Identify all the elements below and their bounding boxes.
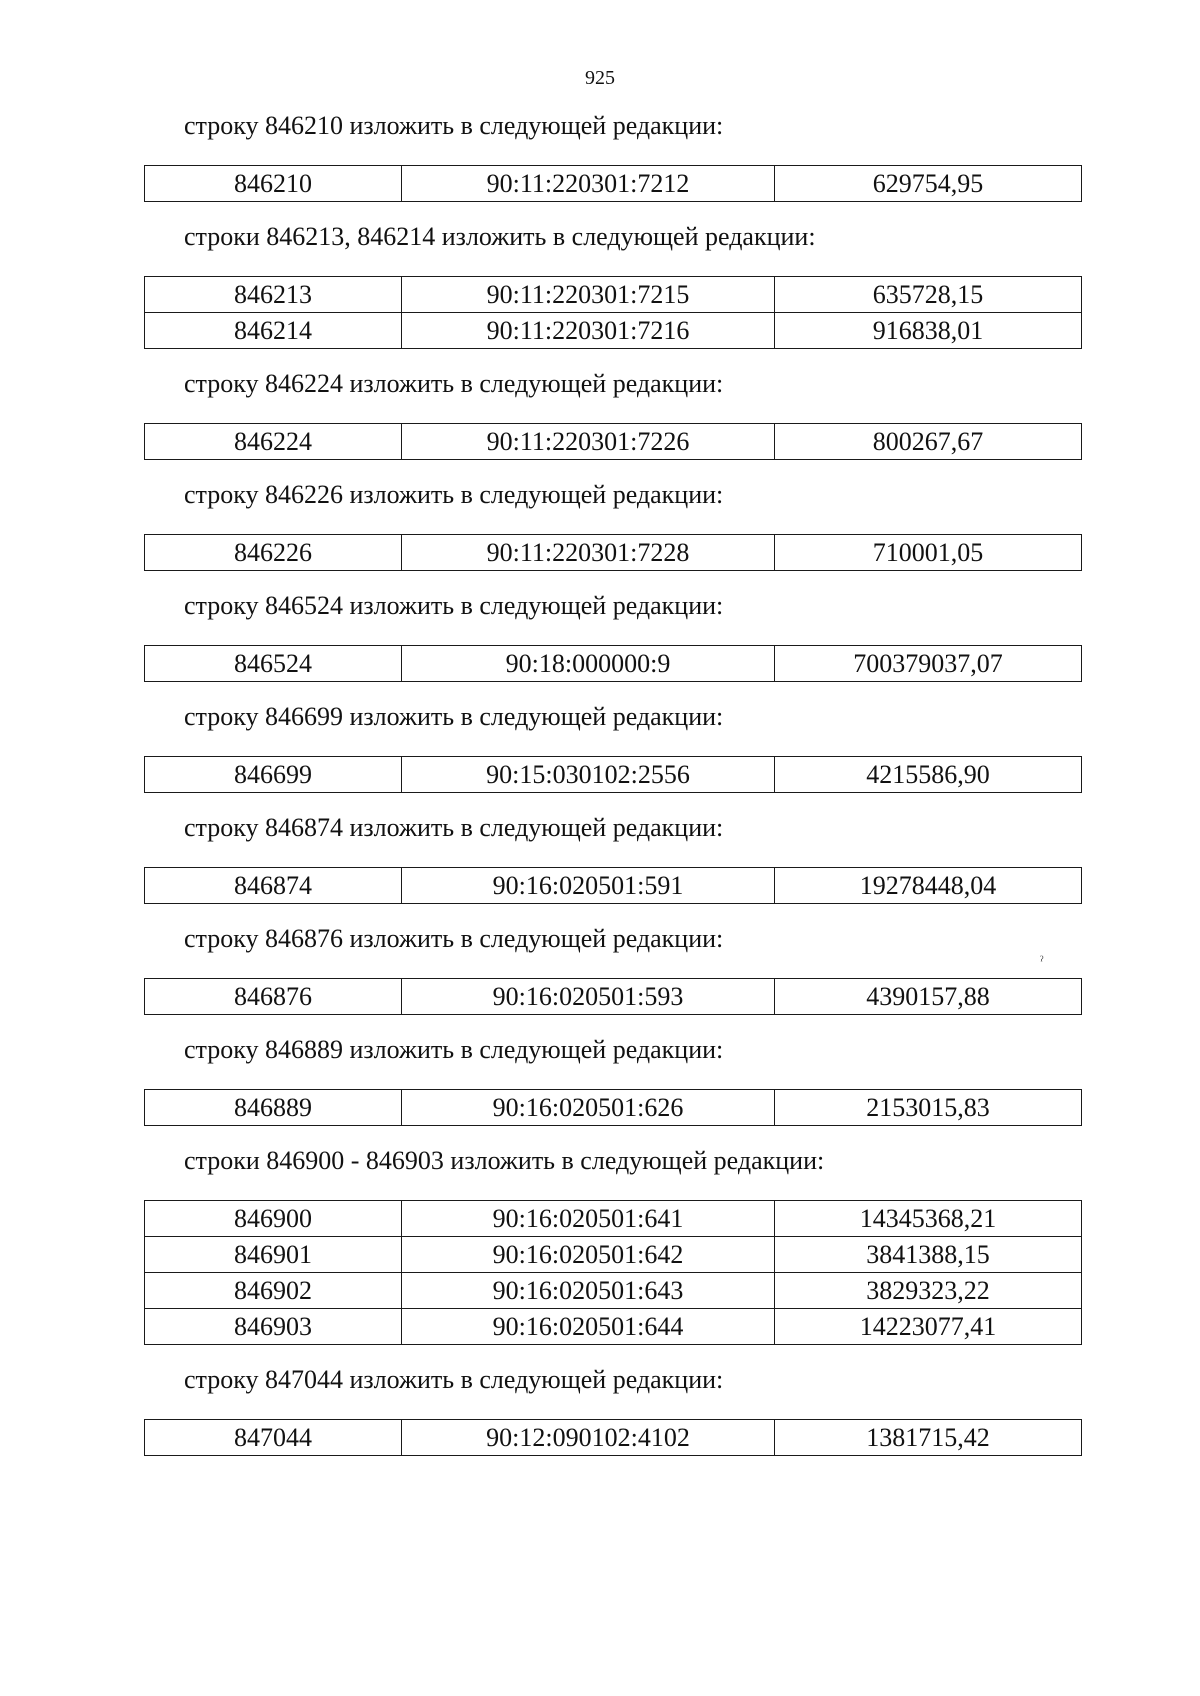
row-id-cell: 846902 bbox=[145, 1273, 402, 1309]
section-heading: строку 846524 изложить в следующей редакции: bbox=[184, 591, 724, 620]
value-cell: 14223077,41 bbox=[775, 1309, 1082, 1345]
section-heading: строку 846889 изложить в следующей редакции: bbox=[184, 1035, 724, 1064]
scan-mark: ˀ bbox=[1040, 954, 1044, 969]
value-cell: 19278448,04 bbox=[775, 868, 1082, 904]
value-cell: 916838,01 bbox=[775, 313, 1082, 349]
amendment-table bbox=[144, 165, 1082, 202]
value-cell: 700379037,07 bbox=[775, 646, 1082, 682]
cadastral-number-cell: 90:16:020501:641 bbox=[402, 1201, 775, 1237]
value-cell: 14345368,21 bbox=[775, 1201, 1082, 1237]
cadastral-number-cell: 90:16:020501:593 bbox=[402, 979, 775, 1015]
section-heading: строку 847044 изложить в следующей редакции: bbox=[184, 1365, 724, 1394]
section-heading: строки 846213, 846214 изложить в следующей редакции: bbox=[184, 222, 816, 251]
amendment-table bbox=[144, 867, 1082, 904]
table-row bbox=[145, 757, 1082, 793]
table-row bbox=[145, 646, 1082, 682]
row-id-cell: 846214 bbox=[145, 313, 402, 349]
cadastral-number-cell: 90:11:220301:7212 bbox=[402, 166, 775, 202]
row-id-cell: 846524 bbox=[145, 646, 402, 682]
table-row bbox=[145, 1201, 1082, 1237]
table-row bbox=[145, 868, 1082, 904]
cadastral-number-cell: 90:16:020501:591 bbox=[402, 868, 775, 904]
section-heading: строку 846226 изложить в следующей редакции: bbox=[184, 480, 724, 509]
cadastral-number-cell: 90:18:000000:9 bbox=[402, 646, 775, 682]
amendment-table bbox=[144, 534, 1082, 571]
section-heading: строку 846224 изложить в следующей редакции: bbox=[184, 369, 724, 398]
value-cell: 4390157,88 bbox=[775, 979, 1082, 1015]
table-row bbox=[145, 1090, 1082, 1126]
amendment-table bbox=[144, 978, 1082, 1015]
cadastral-number-cell: 90:11:220301:7226 bbox=[402, 424, 775, 460]
table-row bbox=[145, 1420, 1082, 1456]
section-heading: строку 846210 изложить в следующей редакции: bbox=[184, 111, 724, 140]
amendment-table bbox=[144, 276, 1082, 349]
value-cell: 1381715,42 bbox=[775, 1420, 1082, 1456]
value-cell: 4215586,90 bbox=[775, 757, 1082, 793]
section-heading: строку 846699 изложить в следующей редакции: bbox=[184, 702, 724, 731]
amendment-table bbox=[144, 1089, 1082, 1126]
document-body bbox=[144, 107, 1080, 1472]
value-cell: 629754,95 bbox=[775, 166, 1082, 202]
cadastral-number-cell: 90:12:090102:4102 bbox=[402, 1420, 775, 1456]
table-row bbox=[145, 424, 1082, 460]
row-id-cell: 846210 bbox=[145, 166, 402, 202]
row-id-cell: 847044 bbox=[145, 1420, 402, 1456]
row-id-cell: 846889 bbox=[145, 1090, 402, 1126]
table-row bbox=[145, 313, 1082, 349]
row-id-cell: 846900 bbox=[145, 1201, 402, 1237]
cadastral-number-cell: 90:16:020501:644 bbox=[402, 1309, 775, 1345]
table-row bbox=[145, 166, 1082, 202]
cadastral-number-cell: 90:16:020501:643 bbox=[402, 1273, 775, 1309]
cadastral-number-cell: 90:11:220301:7228 bbox=[402, 535, 775, 571]
value-cell: 3841388,15 bbox=[775, 1237, 1082, 1273]
amendment-table bbox=[144, 1419, 1082, 1456]
value-cell: 800267,67 bbox=[775, 424, 1082, 460]
section-heading: строку 846876 изложить в следующей редакции: bbox=[184, 924, 724, 953]
table-row bbox=[145, 277, 1082, 313]
amendment-table bbox=[144, 423, 1082, 460]
row-id-cell: 846901 bbox=[145, 1237, 402, 1273]
row-id-cell: 846226 bbox=[145, 535, 402, 571]
value-cell: 3829323,22 bbox=[775, 1273, 1082, 1309]
value-cell: 635728,15 bbox=[775, 277, 1082, 313]
row-id-cell: 846874 bbox=[145, 868, 402, 904]
amendment-table bbox=[144, 645, 1082, 682]
table-row bbox=[145, 1309, 1082, 1345]
amendment-table bbox=[144, 1200, 1082, 1345]
table-row bbox=[145, 1237, 1082, 1273]
table-row bbox=[145, 979, 1082, 1015]
page-number: 925 bbox=[585, 67, 615, 89]
cadastral-number-cell: 90:16:020501:626 bbox=[402, 1090, 775, 1126]
value-cell: 710001,05 bbox=[775, 535, 1082, 571]
value-cell: 2153015,83 bbox=[775, 1090, 1082, 1126]
section-heading: строку 846874 изложить в следующей редакции: bbox=[184, 813, 724, 842]
table-row bbox=[145, 535, 1082, 571]
amendment-table bbox=[144, 756, 1082, 793]
table-row bbox=[145, 1273, 1082, 1309]
row-id-cell: 846876 bbox=[145, 979, 402, 1015]
cadastral-number-cell: 90:15:030102:2556 bbox=[402, 757, 775, 793]
cadastral-number-cell: 90:11:220301:7216 bbox=[402, 313, 775, 349]
cadastral-number-cell: 90:11:220301:7215 bbox=[402, 277, 775, 313]
row-id-cell: 846903 bbox=[145, 1309, 402, 1345]
row-id-cell: 846699 bbox=[145, 757, 402, 793]
row-id-cell: 846213 bbox=[145, 277, 402, 313]
row-id-cell: 846224 bbox=[145, 424, 402, 460]
cadastral-number-cell: 90:16:020501:642 bbox=[402, 1237, 775, 1273]
section-heading: строки 846900 - 846903 изложить в следующей редакции: bbox=[184, 1146, 825, 1175]
